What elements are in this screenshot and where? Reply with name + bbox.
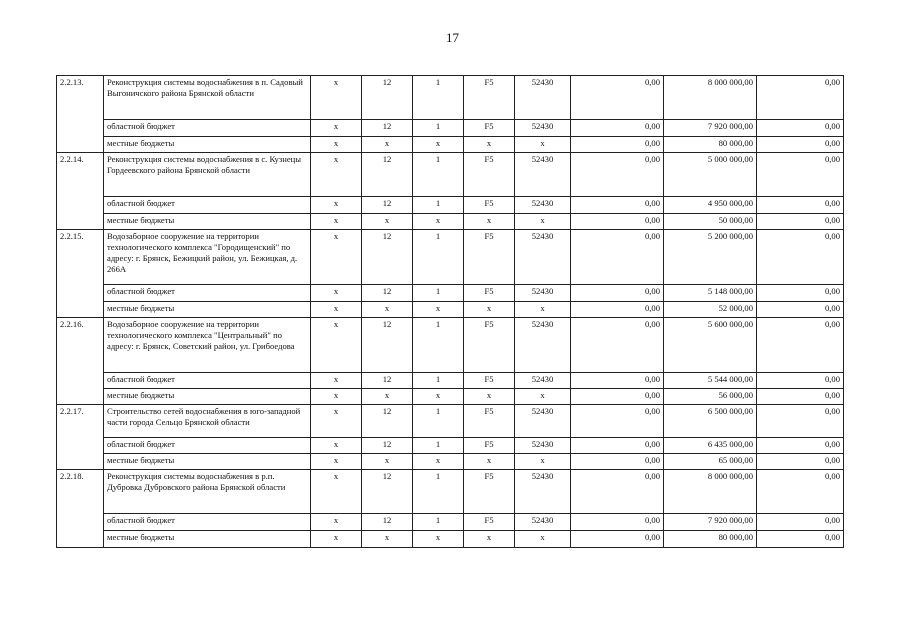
cell: 0,00 — [757, 230, 844, 285]
cell: x — [311, 230, 362, 285]
cell: F5 — [464, 120, 515, 137]
cell: 0,00 — [757, 405, 844, 438]
item-name: Водозаборное сооружение на территории технологического комплекса "Центральный" по адресу: г. Брянск, Советский район, ул. Грибоедова — [104, 318, 311, 373]
cell: 0,00 — [571, 438, 664, 454]
budget-label: местные бюджеты — [104, 531, 311, 548]
cell: x — [515, 302, 571, 318]
item-number: 2.2.16. — [57, 318, 104, 405]
cell: 52 000,00 — [664, 302, 757, 318]
cell: 5 544 000,00 — [664, 373, 757, 389]
cell: 0,00 — [757, 197, 844, 214]
cell: 52430 — [515, 76, 571, 120]
cell: x — [362, 214, 413, 230]
cell: 0,00 — [571, 214, 664, 230]
table-row — [57, 153, 844, 197]
cell: 12 — [362, 318, 413, 373]
cell: 12 — [362, 285, 413, 302]
budget-label: местные бюджеты — [104, 389, 311, 405]
cell: x — [464, 214, 515, 230]
table-row — [57, 197, 844, 214]
table-row — [57, 373, 844, 389]
cell: F5 — [464, 318, 515, 373]
cell: 8 000 000,00 — [664, 76, 757, 120]
cell: 1 — [413, 318, 464, 373]
cell: 0,00 — [757, 214, 844, 230]
cell: x — [515, 137, 571, 153]
cell: 0,00 — [757, 454, 844, 470]
table-row — [57, 389, 844, 405]
cell: F5 — [464, 76, 515, 120]
budget-label: областной бюджет — [104, 285, 311, 302]
cell: x — [311, 318, 362, 373]
cell: F5 — [464, 285, 515, 302]
budget-label: областной бюджет — [104, 438, 311, 454]
budget-label: местные бюджеты — [104, 214, 311, 230]
budget-label: областной бюджет — [104, 373, 311, 389]
cell: x — [413, 389, 464, 405]
cell: 8 000 000,00 — [664, 470, 757, 514]
cell: x — [362, 531, 413, 548]
cell: x — [311, 373, 362, 389]
table-row — [57, 76, 844, 120]
cell: F5 — [464, 153, 515, 197]
cell: 0,00 — [757, 531, 844, 548]
cell: 52430 — [515, 405, 571, 438]
cell: 1 — [413, 285, 464, 302]
cell: F5 — [464, 373, 515, 389]
cell: 5 148 000,00 — [664, 285, 757, 302]
cell: 7 920 000,00 — [664, 514, 757, 531]
cell: x — [413, 302, 464, 318]
cell: 0,00 — [571, 470, 664, 514]
cell: 0,00 — [571, 285, 664, 302]
cell: 12 — [362, 470, 413, 514]
cell: 0,00 — [571, 137, 664, 153]
cell: x — [311, 389, 362, 405]
cell: x — [311, 470, 362, 514]
cell: 0,00 — [571, 197, 664, 214]
cell: x — [311, 197, 362, 214]
cell: 1 — [413, 197, 464, 214]
cell: F5 — [464, 470, 515, 514]
table-row — [57, 214, 844, 230]
cell: 12 — [362, 120, 413, 137]
cell: 12 — [362, 438, 413, 454]
cell: 0,00 — [571, 230, 664, 285]
cell: F5 — [464, 405, 515, 438]
cell: 0,00 — [571, 373, 664, 389]
table-row — [57, 302, 844, 318]
cell: 0,00 — [571, 76, 664, 120]
cell: x — [515, 454, 571, 470]
cell: x — [362, 454, 413, 470]
cell: 0,00 — [571, 454, 664, 470]
budget-label: областной бюджет — [104, 197, 311, 214]
cell: 52430 — [515, 120, 571, 137]
cell: x — [362, 302, 413, 318]
cell: x — [311, 76, 362, 120]
cell: 1 — [413, 230, 464, 285]
cell: 5 600 000,00 — [664, 318, 757, 373]
item-number: 2.2.17. — [57, 405, 104, 470]
table-row — [57, 120, 844, 137]
table-row — [57, 405, 844, 438]
cell: x — [464, 454, 515, 470]
cell: F5 — [464, 438, 515, 454]
table-row — [57, 470, 844, 514]
cell: x — [515, 214, 571, 230]
cell: 52430 — [515, 230, 571, 285]
item-number: 2.2.14. — [57, 153, 104, 230]
cell: 52430 — [515, 373, 571, 389]
item-number: 2.2.18. — [57, 470, 104, 548]
cell: 0,00 — [571, 514, 664, 531]
cell: 0,00 — [757, 153, 844, 197]
cell: 6 500 000,00 — [664, 405, 757, 438]
table-row — [57, 285, 844, 302]
item-name: Реконструкция системы водоснабжения в р.п. Дубровка Дубровского района Брянской области — [104, 470, 311, 514]
table-row — [57, 438, 844, 454]
cell: x — [311, 514, 362, 531]
cell: 0,00 — [571, 531, 664, 548]
table-row — [57, 318, 844, 373]
cell: 65 000,00 — [664, 454, 757, 470]
cell: 52430 — [515, 318, 571, 373]
cell: 12 — [362, 197, 413, 214]
budget-label: местные бюджеты — [104, 302, 311, 318]
cell: 52430 — [515, 438, 571, 454]
table-row — [57, 230, 844, 285]
cell: 52430 — [515, 153, 571, 197]
cell: 52430 — [515, 197, 571, 214]
table-row — [57, 454, 844, 470]
cell: 0,00 — [757, 438, 844, 454]
cell: 0,00 — [757, 137, 844, 153]
table-row — [57, 137, 844, 153]
cell: 0,00 — [571, 318, 664, 373]
budget-label: местные бюджеты — [104, 137, 311, 153]
cell: 50 000,00 — [664, 214, 757, 230]
cell: 52430 — [515, 285, 571, 302]
cell: 1 — [413, 120, 464, 137]
cell: 56 000,00 — [664, 389, 757, 405]
cell: 5 200 000,00 — [664, 230, 757, 285]
cell: 1 — [413, 514, 464, 531]
cell: x — [311, 153, 362, 197]
cell: 0,00 — [757, 514, 844, 531]
cell: x — [464, 137, 515, 153]
cell: x — [311, 438, 362, 454]
cell: 80 000,00 — [664, 531, 757, 548]
cell: 7 920 000,00 — [664, 120, 757, 137]
cell: 12 — [362, 405, 413, 438]
page-number: 17 — [446, 30, 459, 45]
cell: 0,00 — [757, 389, 844, 405]
cell: 0,00 — [757, 120, 844, 137]
item-name: Строительство сетей водоснабжения в юго-западной части города Сельцо Брянской области — [104, 405, 311, 438]
cell: 5 000 000,00 — [664, 153, 757, 197]
cell: F5 — [464, 514, 515, 531]
cell: 0,00 — [757, 470, 844, 514]
cell: 80 000,00 — [664, 137, 757, 153]
cell: x — [311, 120, 362, 137]
cell: 0,00 — [571, 302, 664, 318]
cell: 1 — [413, 438, 464, 454]
cell: 1 — [413, 373, 464, 389]
table-row — [57, 531, 844, 548]
cell: x — [362, 137, 413, 153]
cell: 0,00 — [571, 120, 664, 137]
cell: 0,00 — [757, 76, 844, 120]
cell: x — [413, 214, 464, 230]
cell: 0,00 — [571, 405, 664, 438]
cell: 12 — [362, 230, 413, 285]
cell: 6 435 000,00 — [664, 438, 757, 454]
cell: x — [515, 531, 571, 548]
budget-table — [56, 75, 844, 548]
item-number: 2.2.13. — [57, 76, 104, 153]
cell: F5 — [464, 197, 515, 214]
cell: 0,00 — [757, 373, 844, 389]
cell: 12 — [362, 373, 413, 389]
cell: x — [311, 531, 362, 548]
cell: 0,00 — [757, 302, 844, 318]
cell: x — [413, 454, 464, 470]
budget-label: областной бюджет — [104, 120, 311, 137]
cell: x — [464, 531, 515, 548]
cell: 0,00 — [571, 389, 664, 405]
cell: 52430 — [515, 514, 571, 531]
cell: x — [515, 389, 571, 405]
cell: 12 — [362, 514, 413, 531]
cell: 1 — [413, 405, 464, 438]
cell: F5 — [464, 230, 515, 285]
cell: 0,00 — [757, 318, 844, 373]
cell: x — [413, 137, 464, 153]
cell: x — [311, 214, 362, 230]
cell: 1 — [413, 76, 464, 120]
cell: x — [413, 531, 464, 548]
budget-label: областной бюджет — [104, 514, 311, 531]
cell: x — [464, 389, 515, 405]
item-number: 2.2.15. — [57, 230, 104, 318]
cell: 0,00 — [757, 285, 844, 302]
budget-label: местные бюджеты — [104, 454, 311, 470]
cell: 12 — [362, 76, 413, 120]
cell: 0,00 — [571, 153, 664, 197]
cell: 12 — [362, 153, 413, 197]
cell: 1 — [413, 470, 464, 514]
cell: 4 950 000,00 — [664, 197, 757, 214]
cell: x — [464, 302, 515, 318]
cell: 52430 — [515, 470, 571, 514]
item-name: Реконструкция системы водоснабжения в п. Садовый Выгоничского района Брянской области — [104, 76, 311, 120]
item-name: Реконструкция системы водоснабжения в с. Кузнецы Гордеевского района Брянской области — [104, 153, 311, 197]
cell: 1 — [413, 153, 464, 197]
item-name: Водозаборное сооружение на территории технологического комплекса "Городищенский" по адресу: г. Брянск, Бежицкий район, ул. Бежицкая, д. 266А — [104, 230, 311, 285]
cell: x — [311, 285, 362, 302]
cell: x — [311, 405, 362, 438]
cell: x — [311, 454, 362, 470]
cell: x — [311, 302, 362, 318]
cell: x — [362, 389, 413, 405]
table-row — [57, 514, 844, 531]
cell: x — [311, 137, 362, 153]
